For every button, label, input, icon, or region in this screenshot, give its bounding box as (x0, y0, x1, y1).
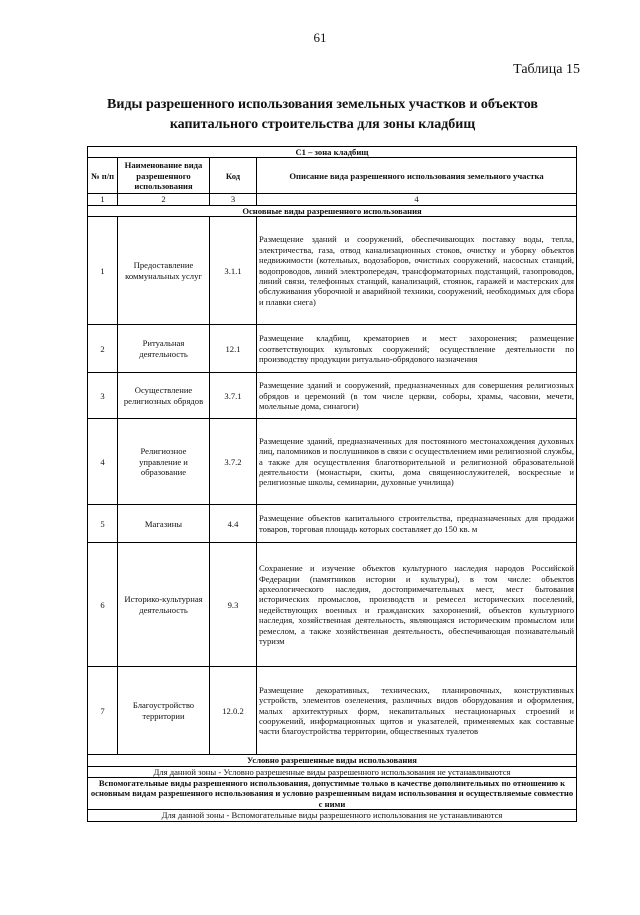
row-num: 6 (88, 543, 118, 667)
header-desc: Описание вида разрешенного использования земельного участка (257, 158, 577, 194)
table-title-line-1: Виды разрешенного использования земельных участков и объектов (107, 97, 538, 112)
section-conditional: Условно разрешенные виды использования (88, 755, 577, 766)
table-row (88, 419, 577, 505)
row-code: 12.1 (210, 325, 257, 373)
auxiliary-note: Для данной зоны - Вспомогательные виды разрешенного использования не устанавливаются (88, 810, 577, 821)
zone-title-row (88, 147, 577, 158)
section-main: Основные виды разрешенного использования (88, 205, 577, 216)
header-row (88, 158, 577, 194)
header-name: Наименование вида разрешенного использования (118, 158, 210, 194)
row-desc: Сохранение и изучение объектов культурного наследия народов Российской Федерации (памятников истории и культуры), в том числе: объектов археологического наследия, достопримечательных мест, мест бытования исторических промыслов, производств и ремесел исторических поселений, недействующих военных и гражданских захоронений, объектов культурного наследия, хозяйственная деятельность, являющаяся историческим промыслом или ремеслом, а также хозяйственная деятельность, обеспечивающая познавательный туризм (257, 543, 577, 667)
row-desc: Размещение зданий и сооружений, предназначенных для совершения религиозных обрядов и церемоний (в том числе церкви, соборы, храмы, часовни, мечети, молельные дома, синагоги) (257, 373, 577, 419)
row-num: 4 (88, 419, 118, 505)
table-row (88, 543, 577, 667)
row-name: Осуществление религиозных обрядов (118, 373, 210, 419)
section-auxiliary: Вспомогательные виды разрешенного использования, допустимые только в качестве дополнительных по отношению к основным видам разрешенного использования и условно разрешенным видам использования и осуществляемые совместно с ними (88, 778, 577, 810)
row-name: Магазины (118, 505, 210, 543)
table-title-line-2: капитального строительства для зоны кладбищ (169, 117, 476, 132)
header-num: № п/п (88, 158, 118, 194)
page-number: 61 (313, 30, 327, 45)
table-label: Таблица 15 (513, 62, 580, 77)
index-cell: 1 (88, 194, 118, 205)
row-desc: Размещение зданий и сооружений, обеспечивающих поставку воды, тепла, электричества, газа, отвод канализационных стоков, очистку и уборку объектов недвижимости (котельных, водозаборов, очистных сооружений, насосных станций, водопроводов, линий электропередач, трансформаторных подстанций, газопроводов, линий связи, телефонных станций, канализаций, стоянок, гаражей и мастерских для обслуживания уборочной и аварийной техники, сооружений, необходимых для сбора и плавки снега) (257, 217, 577, 325)
row-num: 3 (88, 373, 118, 419)
table-row (88, 325, 577, 373)
index-cell: 4 (257, 194, 577, 205)
row-code: 3.1.1 (210, 217, 257, 325)
table-row (88, 505, 577, 543)
table-row (88, 667, 577, 755)
row-name: Ритуальная деятельность (118, 325, 210, 373)
zone-title: С1 – зона кладбищ (88, 147, 577, 158)
land-use-table (87, 146, 577, 822)
row-num: 7 (88, 667, 118, 755)
section-main-row (88, 205, 577, 216)
auxiliary-note-row (88, 810, 577, 821)
row-desc: Размещение объектов капитального строительства, предназначенных для продажи товаров, торговая площадь которых составляет до 150 кв. м (257, 505, 577, 543)
row-desc: Размещение кладбищ, крематориев и мест захоронения; размещение соответствующих культовых сооружений; осуществление деятельности по производству продукции ритуально-обрядового назначения (257, 325, 577, 373)
row-code: 4.4 (210, 505, 257, 543)
table-row (88, 217, 577, 325)
section-conditional-row (88, 755, 577, 766)
table-title (60, 95, 585, 135)
row-name: Историко-культурная деятельность (118, 543, 210, 667)
row-code: 3.7.1 (210, 373, 257, 419)
row-code: 9.3 (210, 543, 257, 667)
row-code: 3.7.2 (210, 419, 257, 505)
row-desc: Размещение декоративных, технических, планировочных, конструктивных устройств, элементов озеленения, различных видов оборудования и оформления, малых архитектурных форм, некапитальных нестационарных строений и сооружений, информационных щитов и указателей, применяемых как составные части благоустройства территории, общественных туалетов (257, 667, 577, 755)
row-desc: Размещение зданий, предназначенных для постоянного местонахождения духовных лиц, паломников и послушников в связи с осуществлением ими религиозной службы, а также для осуществления благотворительной и религиозной образовательной деятельности (монастыри, скиты, дома священнослужителей, воскресные и религиозные школы, семинарии, духовные училища) (257, 419, 577, 505)
table-row (88, 373, 577, 419)
row-num: 2 (88, 325, 118, 373)
section-auxiliary-row (88, 778, 577, 810)
row-name: Религиозное управление и образование (118, 419, 210, 505)
row-name: Предоставление коммунальных услуг (118, 217, 210, 325)
index-cell: 3 (210, 194, 257, 205)
conditional-note-row (88, 766, 577, 777)
index-cell: 2 (118, 194, 210, 205)
row-code: 12.0.2 (210, 667, 257, 755)
header-code: Код (210, 158, 257, 194)
row-num: 1 (88, 217, 118, 325)
index-row (88, 194, 577, 205)
conditional-note: Для данной зоны - Условно разрешенные виды разрешенного использования не устанавливаются (88, 766, 577, 777)
row-num: 5 (88, 505, 118, 543)
row-name: Благоустройство территории (118, 667, 210, 755)
